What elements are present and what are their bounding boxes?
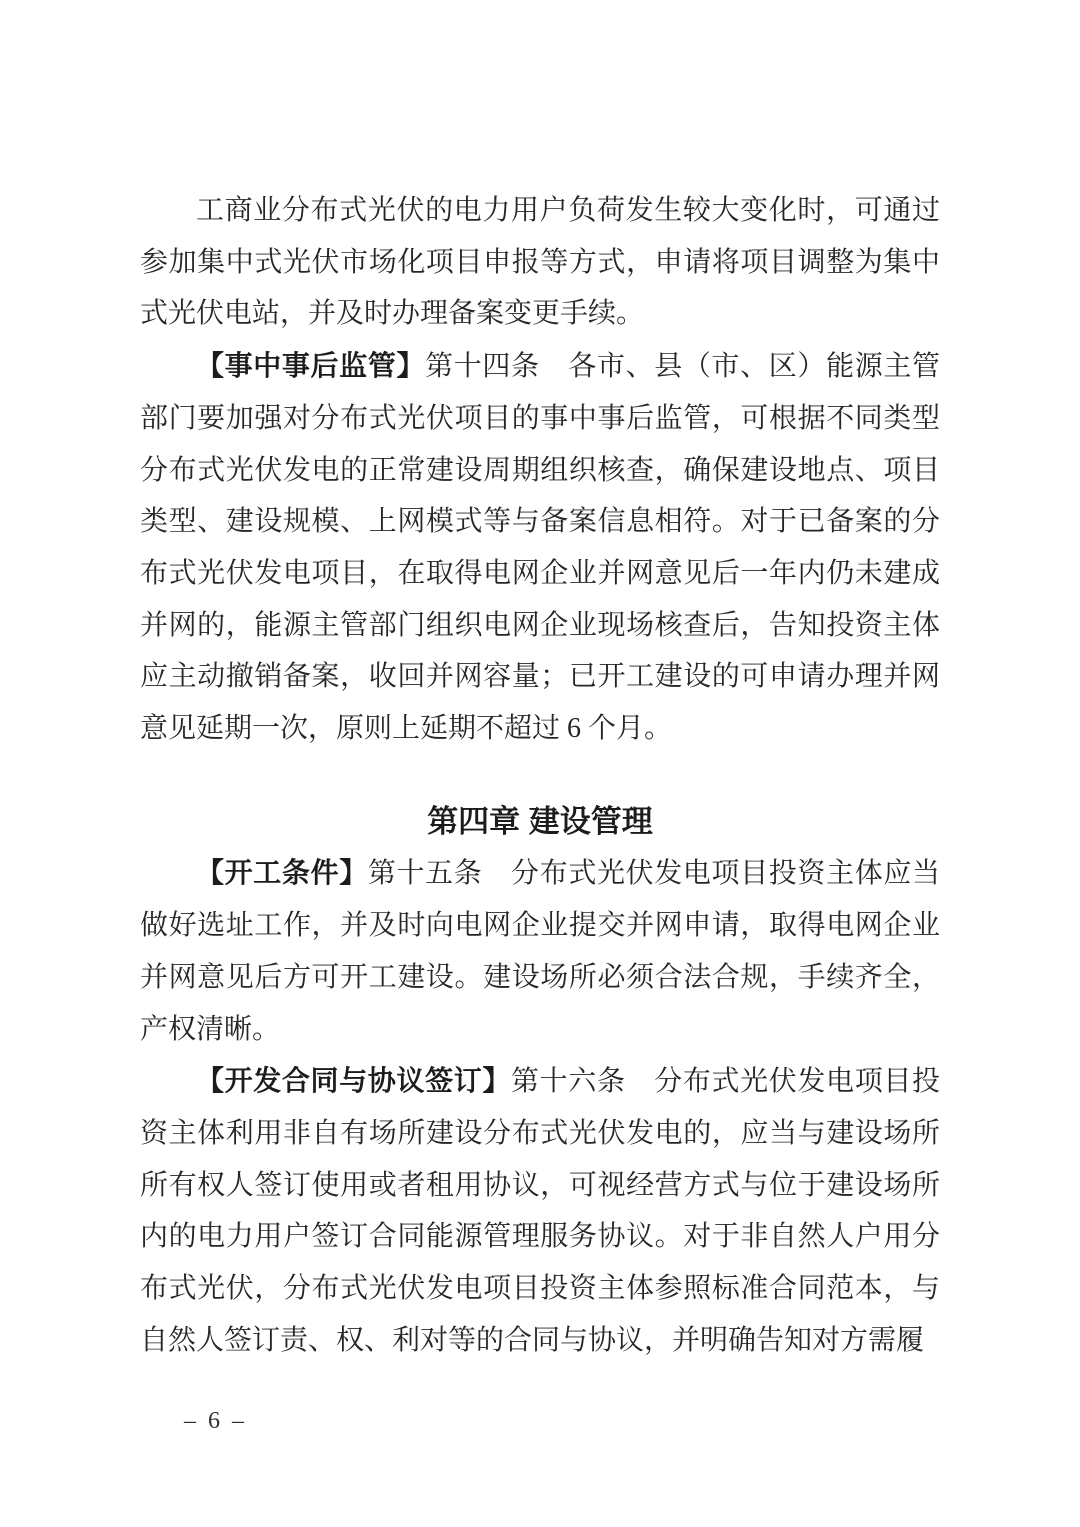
section-label: 【开工条件】: [196, 857, 368, 889]
paragraph-text: 第十五条 分布式光伏发电项目投资主体应当做好选址工作，并及时向电网企业提交并网申请，取得电网企业并网意见后方可开工建设。建设场所必须合法合规，手续齐全，产权清晰。: [140, 858, 940, 1045]
section-label: 【事中事后监管】: [196, 350, 426, 382]
paragraph-adjustment: [140, 185, 940, 340]
paragraph-supervision-article-14: [140, 340, 940, 755]
paragraph-contracts-article-16: [140, 1055, 940, 1366]
paragraph-start-conditions-article-15: [140, 847, 940, 1055]
chapter-heading: 第四章 建设管理: [427, 803, 653, 839]
section-label: 【开发合同与协议签订】: [196, 1065, 512, 1097]
page-number: – 6 –: [184, 1408, 247, 1434]
document-body: [140, 185, 940, 1366]
paragraph-text: 工商业分布式光伏的电力用户负荷发生较大变化时，可通过参加集中式光伏市场化项目申报等方式，申请将项目调整为集中式光伏电站，并及时办理备案变更手续。: [140, 195, 940, 330]
paragraph-text: 第十四条 各市、县（市、区）能源主管部门要加强对分布式光伏项目的事中事后监管，可根据不同类型分布式光伏发电的正常建设周期组织核查，确保建设地点、项目类型、建设规模、上网模式等与备案信息相符。对于已备案的分布式光伏发电项目，在取得电网企业并网意见后一年内仍未建成并网的，能源主管部门组织电网企业现场核查后，告知投资主体应主动撤销备案，收回并网容量；已开工建设的可申请办理并网意见延期一次，原则上延期不超过 6 个月。: [140, 351, 940, 745]
paragraph-text: 第十六条 分布式光伏发电项目投资主体利用非自有场所建设分布式光伏发电的，应当与建设场所所有权人签订使用或者租用协议，可视经营方式与位于建设场所内的电力用户签订合同能源管理服务协议。对于非自然人户用分布式光伏，分布式光伏发电项目投资主体参照标准合同范本，与自然人签订责、权、利对等的合同与协议，并明确告知对方需履: [140, 1066, 940, 1356]
